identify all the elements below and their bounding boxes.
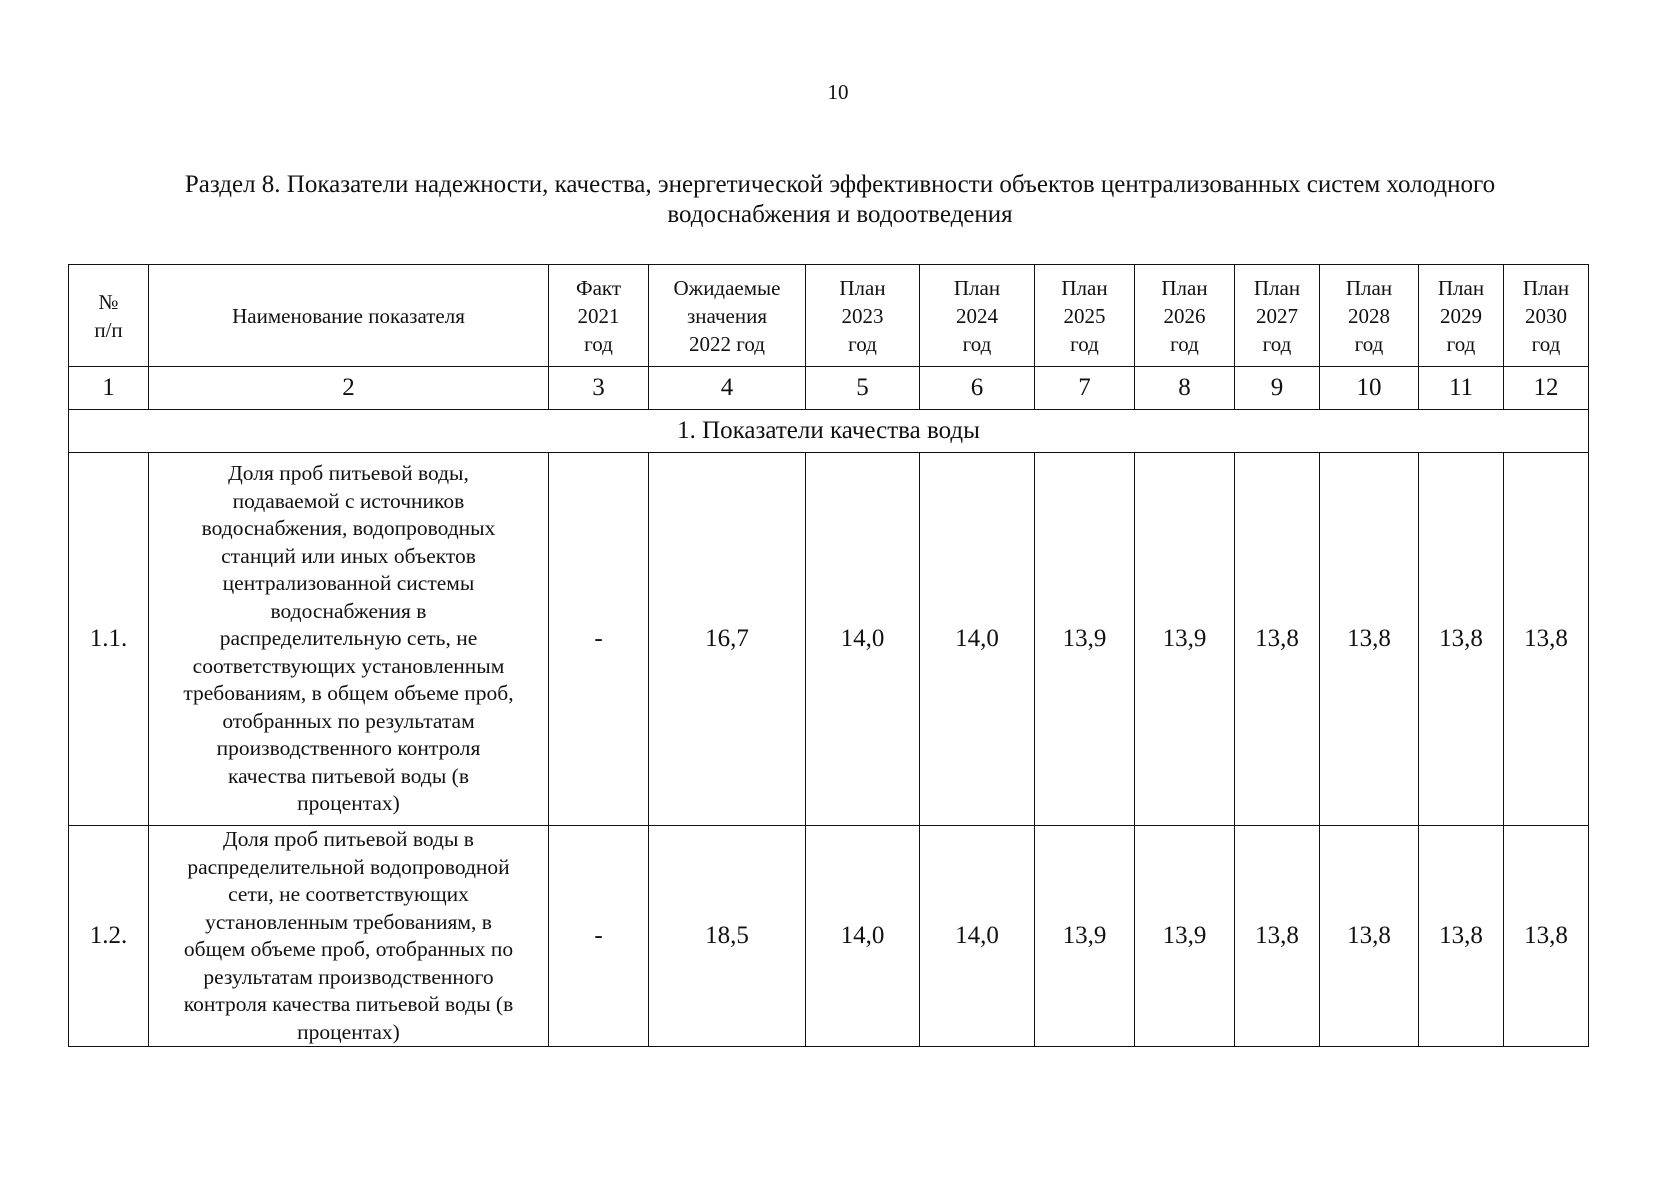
header-plan-year: 2024	[956, 303, 998, 328]
indicator-name-line: результатам производственного	[203, 964, 494, 989]
indicator-value: 13,8	[1320, 826, 1419, 1047]
indicator-value: 14,0	[806, 453, 920, 826]
indicator-value: 13,9	[1035, 826, 1135, 1047]
indicator-name-line: требованиям, в общем объеме проб,	[183, 681, 514, 706]
indicator-name-line: общем объеме проб, отобранных по	[183, 937, 514, 961]
header-expected-line-3: 2022 год	[689, 331, 765, 356]
indicator-name-line: процентах)	[297, 791, 400, 816]
column-number: 10	[1320, 367, 1419, 410]
indicator-name-line: подаваемой с источников	[232, 488, 465, 513]
indicator-name-line: водоснабжения в	[270, 598, 427, 623]
indicator-name-line: процентах)	[297, 1019, 400, 1044]
indicator-name-line: качества питьевой воды (в	[227, 763, 469, 788]
header-name: Наименование показателя	[149, 265, 549, 367]
indicator-name-line: сети, не соответствующих	[228, 882, 469, 906]
header-plan-unit: год	[1262, 331, 1292, 356]
page-number: 10	[827, 80, 849, 104]
header-no-symbol: №	[98, 289, 119, 314]
section-heading-row	[69, 410, 1589, 453]
indicator-name-line: Доля проб питьевой воды в	[223, 827, 474, 851]
indicator-value: 13,9	[1135, 826, 1235, 1047]
row-number: 1.2.	[69, 826, 149, 1047]
header-plan-word: План	[1345, 275, 1393, 300]
table-row	[69, 826, 1589, 1047]
indicator-value: 13,8	[1504, 453, 1589, 826]
indicators-table	[68, 264, 1589, 1047]
header-plan-word: План	[1161, 275, 1208, 300]
header-plan-word: План	[1522, 275, 1570, 300]
header-expected	[649, 265, 806, 367]
header-plan-unit: год	[848, 331, 877, 356]
header-plan-word: План	[1061, 275, 1108, 300]
header-plan-year: 2028	[1348, 303, 1390, 328]
indicator-value: 14,0	[806, 826, 920, 1047]
header-plan-0	[806, 265, 920, 367]
indicator-name-line: отобранных по результатам	[222, 708, 475, 733]
section-title-line-1: Раздел 8. Показатели надежности, качества, энергетической эффективности объектов централизованных систем холодного	[184, 171, 1496, 198]
header-plan-1	[920, 265, 1035, 367]
header-plan-7	[1504, 265, 1589, 367]
header-plan-3	[1135, 265, 1235, 367]
header-row	[69, 265, 1589, 367]
header-plan-6	[1419, 265, 1504, 367]
header-expected-line-1: Ожидаемые	[673, 275, 781, 300]
header-expected-line-2: значения	[686, 303, 768, 328]
row-number: 1.1.	[69, 453, 149, 826]
header-plan-5	[1320, 265, 1419, 367]
column-number: 11	[1419, 367, 1504, 410]
header-plan-4	[1235, 265, 1320, 367]
indicator-value: 16,7	[649, 453, 806, 826]
indicator-value: 13,8	[1504, 826, 1589, 1047]
header-plan-unit: год	[1354, 331, 1384, 356]
header-plan-unit: год	[1070, 331, 1099, 356]
column-number: 6	[920, 367, 1035, 410]
column-number: 8	[1135, 367, 1235, 410]
header-plan-year: 2030	[1525, 303, 1567, 328]
indicator-value: 14,0	[920, 826, 1035, 1047]
header-plan-year: 2027	[1256, 303, 1298, 328]
column-number: 3	[549, 367, 649, 410]
indicator-value: 18,5	[649, 826, 806, 1047]
indicator-value: 14,0	[920, 453, 1035, 826]
indicator-name-line: централизованной системы	[222, 571, 475, 596]
column-number: 9	[1235, 367, 1320, 410]
header-fact	[549, 265, 649, 367]
header-no-abbrev: п/п	[94, 317, 123, 342]
header-fact-word: Факт	[575, 275, 621, 300]
header-plan-unit: год	[962, 331, 992, 356]
column-number: 12	[1504, 367, 1589, 410]
indicator-value: -	[549, 453, 649, 826]
indicator-value: 13,9	[1135, 453, 1235, 826]
header-plan-year: 2029	[1440, 303, 1482, 328]
indicator-value: 13,8	[1235, 453, 1320, 826]
indicator-name-line: установленным требованиям, в	[205, 909, 492, 934]
header-plan-word: План	[953, 275, 1001, 300]
table-row	[69, 453, 1589, 826]
header-plan-word: План	[1437, 275, 1485, 300]
column-number: 5	[806, 367, 920, 410]
column-number: 7	[1035, 367, 1135, 410]
indicator-name-line: водоснабжения, водопроводных	[201, 516, 496, 541]
indicator-name-line: станций или иных объектов	[221, 543, 476, 568]
section-title-line-2: водоснабжения и водоотведения	[667, 201, 1013, 228]
indicator-value: 13,8	[1235, 826, 1320, 1047]
header-plan-word: План	[1253, 275, 1301, 300]
indicator-value: 13,9	[1035, 453, 1135, 826]
indicator-value: -	[549, 826, 649, 1047]
indicator-value: 13,8	[1419, 453, 1504, 826]
indicator-value: 13,8	[1320, 453, 1419, 826]
indicator-name-line: соответствующих установленным	[192, 653, 505, 678]
header-fact-unit: год	[584, 331, 613, 356]
indicator-name	[149, 826, 549, 1047]
header-fact-year: 2021	[577, 303, 620, 328]
header-plan-unit: год	[1531, 331, 1561, 356]
header-plan-unit: год	[1170, 331, 1199, 356]
indicator-name-line: контроля качества питьевой воды (в	[183, 992, 514, 1016]
header-plan-unit: год	[1446, 331, 1476, 356]
indicator-value: 13,8	[1419, 826, 1504, 1047]
column-number: 2	[149, 367, 549, 410]
header-no	[69, 265, 149, 367]
indicator-name-line: распределительную сеть, не	[219, 626, 478, 651]
header-plan-year: 2026	[1163, 303, 1206, 328]
indicator-name-line: производственного контроля	[216, 736, 481, 761]
section-title	[80, 170, 1600, 230]
section-heading: 1. Показатели качества воды	[69, 410, 1589, 453]
column-number: 4	[649, 367, 806, 410]
header-plan-year: 2023	[841, 303, 884, 328]
column-numbers-row	[69, 367, 1589, 410]
indicator-name	[149, 453, 549, 826]
header-plan-2	[1035, 265, 1135, 367]
header-plan-word: План	[839, 275, 886, 300]
indicator-name-line: Доля проб питьевой воды,	[228, 461, 469, 486]
header-plan-year: 2025	[1063, 303, 1106, 328]
indicator-name-line: распределительной водопроводной	[187, 854, 510, 879]
column-number: 1	[69, 367, 149, 410]
